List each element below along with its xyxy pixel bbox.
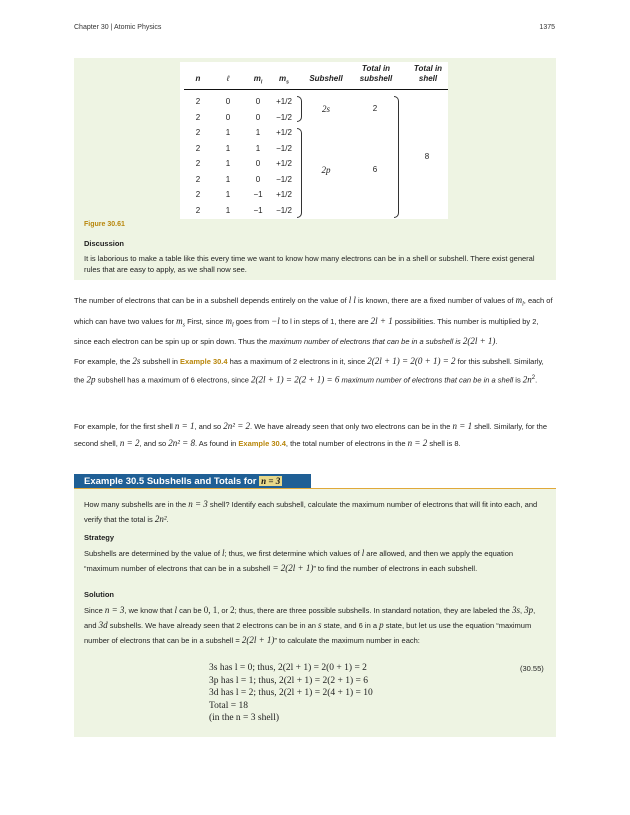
brace-shell: [394, 96, 399, 218]
table-cell-l: 1: [225, 128, 231, 137]
table-cell-l: 1: [225, 159, 231, 168]
strategy-heading: Strategy: [84, 533, 115, 542]
table-cell-ml: −1: [253, 205, 263, 215]
table-cell-n: 2: [195, 128, 201, 137]
table-cell-ms: +1/2: [276, 159, 292, 168]
table-cell-n: 2: [195, 143, 201, 153]
table-cell-l: 1: [225, 174, 231, 184]
equation-line: 3p has l = 1; thus, 2(2l + 1) = 2(2 + 1) = 6: [209, 675, 368, 686]
table-cell-ml: 0: [255, 112, 261, 122]
col-total-subshell: Total in subshell: [359, 64, 393, 83]
discussion-heading: Discussion: [84, 239, 125, 248]
paragraph-subshell-rule: The number of electrons that can be in a subshell depends entirely on the value of l l is known, there are a fixed number of values of $m_l$, each of which can have two values for $m_s$ First, since $m_l$ goes from −l to l in steps of 1, there are 2l + 1 possibilities. This number is multiplied by 2, since each electron can be spin up or spin down. Thus the maximum number of electrons that can be in a subshell is 2(2l + 1).: [74, 295, 553, 346]
paragraph-shells: For example, for the first shell n = 1, and so 2n² = 2. We have already seen that only two electrons can be in the n = 1 shell. Similarly, for the second shell, n = 2, and so 2n² = 8. As found in Example 30.4, the total number of electrons in the n = 2 shell is 8.: [74, 421, 548, 448]
table-cell-ms: −1/2: [276, 143, 292, 153]
example-30-4-link-2[interactable]: Example 30.4: [238, 439, 286, 448]
equation-line: 3d has l = 2; thus, 2(2l + 1) = 2(4 + 1) = 10: [209, 688, 373, 698]
table-cell-ms: +1/2: [276, 97, 292, 106]
table-cell-n: 2: [195, 205, 201, 215]
subshell-2p: 2p: [321, 165, 331, 175]
col-ml: $m_l$: [253, 74, 263, 86]
col-subshell: Subshell: [309, 74, 343, 83]
table-cell-ms: −1/2: [276, 205, 292, 215]
table-cell-l: 0: [225, 97, 231, 106]
equation-line: 3s has l = 0; thus, 2(2l + 1) = 2(0 + 1) = 2: [209, 663, 367, 673]
figure-label: Figure 30.61: [84, 221, 125, 228]
total-2p: 6: [372, 165, 378, 174]
table-cell-ml: 0: [255, 174, 261, 184]
subshell-2s: 2s: [321, 104, 330, 114]
brace-2s: [297, 96, 302, 122]
table-cell-ms: −1/2: [276, 112, 292, 122]
table-cell-l: 1: [225, 143, 231, 153]
table-cell-n: 2: [195, 190, 201, 199]
table-cell-n: 2: [195, 174, 201, 184]
table-cell-ml: 1: [255, 128, 261, 137]
table-cell-l: 1: [225, 190, 231, 199]
table-cell-l: 0: [225, 112, 231, 122]
table-cell-n: 2: [195, 112, 201, 122]
table-cell-ms: +1/2: [276, 190, 292, 199]
brace-2p: [297, 128, 302, 218]
equation-line: Total = 18: [209, 700, 248, 711]
total-2s: 2: [372, 104, 378, 113]
col-l: ℓ: [226, 74, 230, 83]
example-question: How many subshells are in the n = 3 shell? Identify each subshell, calculate the maximum number of electrons that will fit into each, and verify that the total is 2n².: [84, 499, 538, 524]
electron-table: [180, 62, 448, 219]
table-cell-ms: −1/2: [276, 174, 292, 184]
page-number: 1375: [539, 24, 555, 31]
col-n: n: [195, 74, 201, 83]
header-rule: [184, 89, 448, 90]
equation-line: (in the n = 3 shell): [209, 713, 279, 723]
table-cell-n: 2: [195, 159, 201, 168]
chapter-header: Chapter 30 | Atomic Physics: [74, 24, 162, 31]
total-shell: 8: [424, 152, 430, 161]
table-cell-l: 1: [225, 205, 231, 215]
paragraph-examples: For example, the 2s subshell in Example 30.4 has a maximum of 2 electrons in it, since 2(2l + 1) = 2(0 + 1) = 2 for this subshell. Similarly, the 2p subshell has a maximum of 6 electrons, since 2(2l + 1) = 2(2 + 1) = 6 maximum number of electrons that can be in a shell is $2n^2$.: [74, 356, 544, 385]
table-cell-ml: 0: [255, 97, 261, 106]
solution-heading: Solution: [84, 590, 114, 599]
strategy-text: Subshells are determined by the value of l; thus, we first determine which values of l are allowed, and then we apply the equation “maximum number of electrons that can be in a subshell = 2(2l + 1)” to find the number of electrons in each subshell.: [84, 548, 514, 573]
table-cell-ms: +1/2: [276, 128, 292, 137]
table-cell-n: 2: [195, 97, 201, 106]
equation-block: [209, 662, 373, 725]
table-cell-ml: 0: [255, 159, 261, 168]
example-30-4-link[interactable]: Example 30.4: [180, 357, 228, 366]
solution-text: Since n = 3, we know that l can be 0, 1, or 2; thus, there are three possible subshells. In standard notation, they are labeled the 3s, 3p, and 3d subshells. We have already seen that 2 electrons can be in an s state, and 6 in a p state, but let us use the equation “maximum number of electrons that can be in a subshell = 2(2l + 1)” to calculate the maximum number in each:: [84, 605, 536, 645]
equation-number: (30.55): [520, 664, 544, 673]
discussion-text: It is laborious to make a table like this every time we want to know how many electrons can be in a shell or subshell. There exist general rules that are easy to apply, as we shall now see.: [84, 254, 535, 274]
table-cell-ml: 1: [255, 143, 261, 153]
example-title: Example 30.5 Subshells and Totals for n = 3: [74, 474, 311, 488]
col-total-shell: Total in shell: [413, 64, 443, 83]
col-ms: $m_s$: [279, 74, 289, 86]
table-cell-ml: −1: [253, 190, 263, 199]
